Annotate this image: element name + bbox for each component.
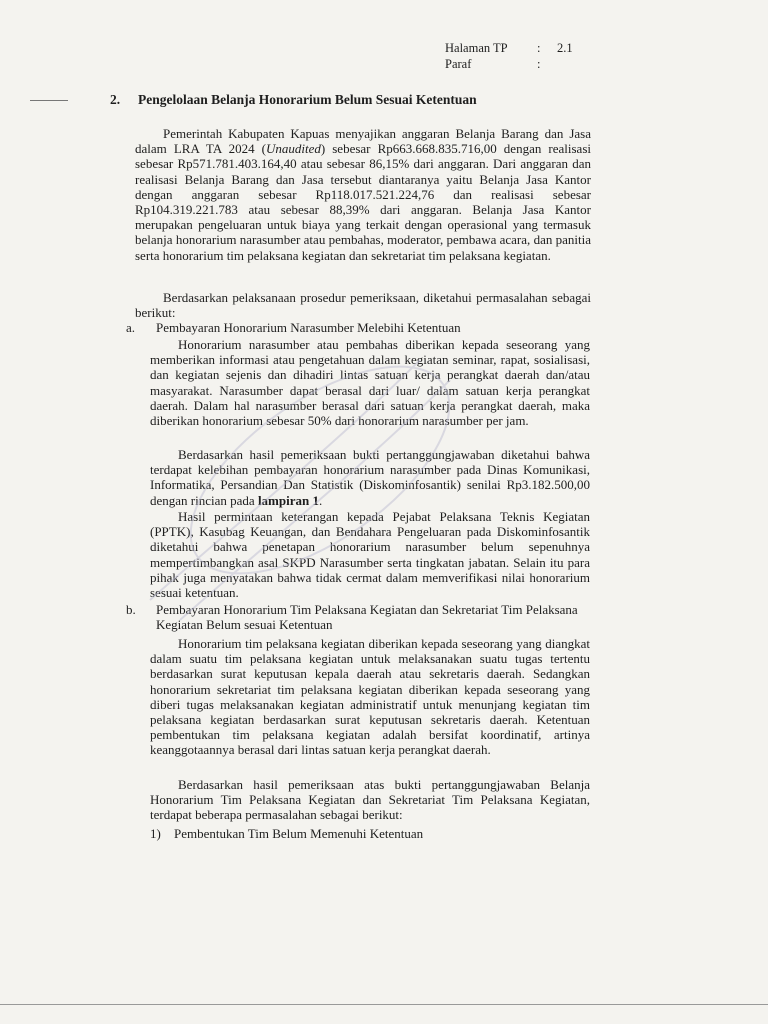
item-a-paragraph-2-text: Berdasarkan hasil pemeriksaan bukti pertanggungjawaban diketahui bahwa terdapat kelebihan pembayaran honorarium narasumber pada Dinas Komunikasi, Informatika, Persandian Dan Statistik (Diskominfosantik) senilai Rp3.182.500,00 dengan rincian pada: [150, 447, 590, 508]
item-a-paragraph-2: [150, 447, 590, 508]
item-b1-title: Pembentukan Tim Belum Memenuhi Ketentuan: [174, 826, 424, 841]
findings-intro-paragraph: Berdasarkan pelaksanaan prosedur pemeriksaan, diketahui permasalahan sebagai berikut:: [135, 290, 591, 321]
lampiran-reference: lampiran 1: [257, 492, 319, 508]
meta-value: 2.1: [557, 41, 573, 55]
page-meta-box: [445, 40, 573, 72]
item-a-label: a.: [126, 320, 136, 335]
item-b1-heading: [150, 826, 423, 841]
meta-label: Paraf: [445, 57, 472, 71]
item-b-label: b.: [126, 602, 136, 617]
item-a-paragraph-2-end: .: [318, 492, 323, 508]
intro-paragraph: Pemerintah Kabupaten Kapuas menyajikan anggaran Belanja Barang dan Jasa dalam LRA TA 2024 (Unaudited) sebesar Rp663.668.835.716,00 dengan realisasi sebesar Rp571.781.403.164,40 atau sebesar 86,15% dari anggaran. Dari anggaran dan realisasi Belanja Barang dan Jasa tersebut diantaranya yaitu Belanja Jasa Kantor dengan anggaran sebesar Rp118.017.521.224,76 dan realisasi sebesar Rp104.319.221.783 atau sebesar 88,39% dari anggaran. Belanja Jasa Kantor merupakan pengeluaran untuk biaya yang terkait dengan operasional yang termasuk belanja honorarium narasumber atau pembahas, moderator, pembawa acara, dan panitia serta honorarium tim pelaksana kegiatan dan sekretariat tim pelaksana kegiatan.: [135, 126, 591, 263]
meta-row-halaman: [445, 40, 573, 56]
item-a-paragraph-1: Honorarium narasumber atau pembahas diberikan kepada seseorang yang memberikan informasi atau pengetahuan dalam kegiatan seminar, rapat, sosialisasi, dan kegiatan sejenis dan dihadiri lintas satuan kerja perangkat daerah dan/atau masyarakat. Narasumber dapat berasal dari luar/ dalam satuan kerja perangkat daerah. Dalam hal narasumber berasal dari satuan kerja perangkat daerah, maka diberikan honorarium sebesar 50% dari honorarium narasumber per jam.: [150, 337, 590, 429]
item-a-title: Pembayaran Honorarium Narasumber Melebihi Ketentuan: [156, 320, 461, 335]
meta-colon: :: [537, 57, 541, 71]
scan-edge-line: [0, 1004, 768, 1005]
section-title: Pengelolaan Belanja Honorarium Belum Sesuai Ketentuan: [138, 92, 477, 107]
item-b-paragraph-2: Berdasarkan hasil pemeriksaan atas bukti pertanggungjawaban Belanja Honorarium Tim Pelaksana Kegiatan dan Sekretariat Tim Pelaksana Kegiatan, terdapat beberapa permasalahan sebagai berikut:: [150, 777, 590, 823]
item-b-title: Pembayaran Honorarium Tim Pelaksana Kegiatan dan Sekretariat Tim Pelaksana Kegiatan Belum sesuai Ketentuan: [156, 602, 578, 633]
margin-mark: [30, 100, 68, 101]
section-heading: [110, 92, 477, 108]
meta-colon: :: [537, 41, 541, 55]
meta-row-paraf: [445, 56, 573, 72]
meta-label: Halaman TP: [445, 41, 508, 55]
section-number: 2.: [110, 92, 121, 107]
item-b-heading: [126, 602, 596, 632]
item-a-heading: [126, 320, 461, 335]
item-b1-label: 1): [150, 826, 161, 841]
item-b-paragraph-1: Honorarium tim pelaksana kegiatan diberikan kepada seseorang yang diangkat dalam suatu tim pelaksana kegiatan untuk melaksanakan suatu tugas tertentu berdasarkan surat keputusan kepala daerah atau sekretaris daerah. Sedangkan honorarium sekretariat tim pelaksana kegiatan diberikan kepada seseorang yang diberi tugas melaksanakan kegiatan administratif untuk menunjang kegiatan tim pelaksana kegiatan berdasarkan surat keputusan sekretaris daerah. Ketentuan pembentukan tim pelaksana kegiatan adalah bersifat koordinatif, artinya keanggotaannya berasal dari lintas satuan kerja perangkat daerah.: [150, 636, 590, 758]
item-a-paragraph-3: Hasil permintaan keterangan kepada Pejabat Pelaksana Teknis Kegiatan (PPTK), Kasubag Keuangan, dan Bendahara Pengeluaran pada Diskominfosantik diketahui bahwa penetapan honorarium narasumber belum sepenuhnya mempertimbangkan asal SKPD Narasumber serta tingkatan jabatan. Selain itu para pihak juga menyatakan bahwa tidak cermat dalam memverifikasi nilai honorarium sesuai ketentuan.: [150, 509, 590, 601]
